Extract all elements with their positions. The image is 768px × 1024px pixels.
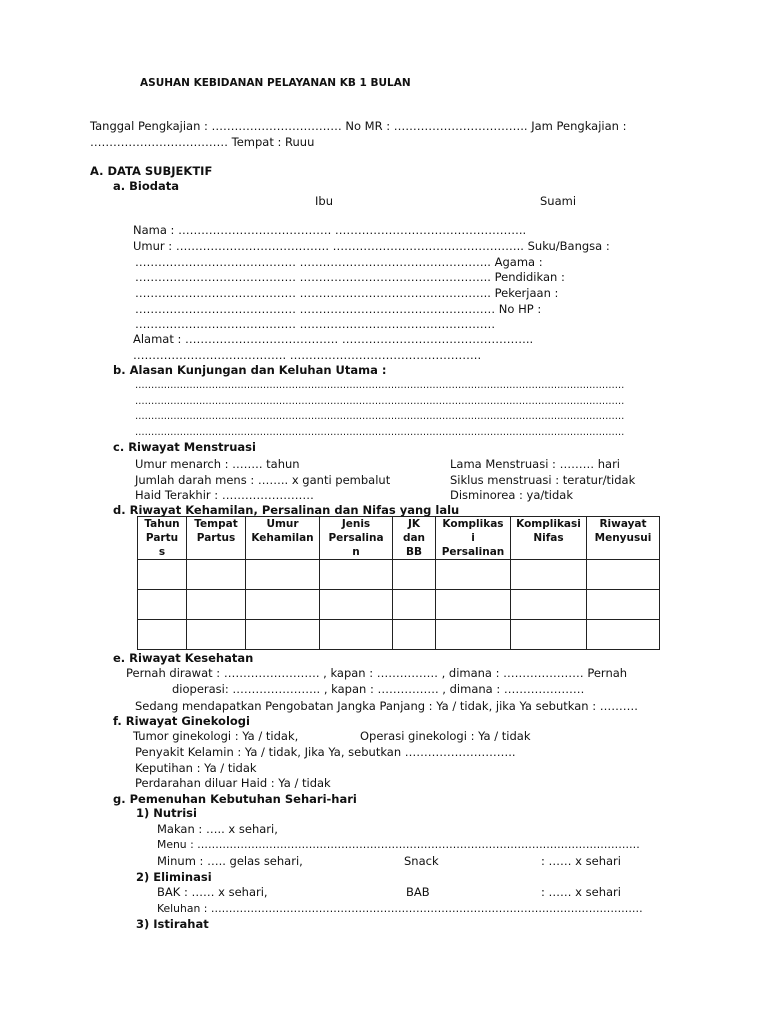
header-line-2: ……………………………… Tempat : Ruuu xyxy=(90,135,315,149)
col-riwayat-menyusui: Riwayat Menyusui xyxy=(587,517,660,560)
ginekologi-perdarahan: Perdarahan diluar Haid : Ya / tidak xyxy=(135,776,331,790)
table-cell[interactable] xyxy=(393,590,436,620)
table-cell[interactable] xyxy=(187,620,246,650)
eliminasi-heading: 2) Eliminasi xyxy=(136,870,212,884)
table-cell[interactable] xyxy=(587,620,660,650)
table-cell[interactable] xyxy=(320,620,393,650)
menstruasi-row-2-right: Siklus menstruasi : teratur/tidak xyxy=(450,473,636,487)
table-cell[interactable] xyxy=(138,590,187,620)
biodata-line-alamat: Alamat : …………………………………. ………………………………………….. xyxy=(133,332,534,346)
kehamilan-heading: d. Riwayat Kehamilan, Persalinan dan Nifas yang lalu xyxy=(113,503,460,517)
eliminasi-bab-label: BAB xyxy=(406,885,430,899)
menstruasi-row-2-left: Jumlah darah mens : …….. x ganti pembalut xyxy=(135,473,391,487)
nutrisi-snack-label: Snack xyxy=(404,854,439,868)
biodata-col-suami: Suami xyxy=(540,194,577,208)
table-row xyxy=(138,560,660,590)
table-cell[interactable] xyxy=(436,620,511,650)
menstruasi-row-1-right: Lama Menstruasi : ……… hari xyxy=(450,457,620,471)
biodata-line-pekerjaan: …………………………………… ………………………………………….. Pekerjaan : xyxy=(135,286,559,300)
kebutuhan-heading: g. Pemenuhan Kebutuhan Sehari-hari xyxy=(113,792,357,806)
table-cell[interactable] xyxy=(246,560,320,590)
biodata-line-agama: …………………………………… ………………………………………….. Agama : xyxy=(135,255,543,269)
table-cell[interactable] xyxy=(393,620,436,650)
ginekologi-penyakit-kelamin: Penyakit Kelamin : Ya / tidak, Jika Ya, sebutkan ……………………….. xyxy=(135,745,516,759)
kesehatan-heading: e. Riwayat Kesehatan xyxy=(113,651,254,665)
nutrisi-minum: Minum : ….. gelas sehari, xyxy=(157,854,303,868)
menstruasi-heading: c. Riwayat Menstruasi xyxy=(113,440,256,454)
kesehatan-line-1: Pernah dirawat : ……………………. , kapan : ……………. , dimana : ………………… Pernah xyxy=(126,666,628,680)
table-row xyxy=(138,590,660,620)
table-cell[interactable] xyxy=(187,590,246,620)
eliminasi-bak: BAK : …… x sehari, xyxy=(157,885,268,899)
table-cell[interactable] xyxy=(393,560,436,590)
kesehatan-line-3: Sedang mendapatkan Pengobatan Jangka Panjang : Ya / tidak, jika Ya sebutkan : ………. xyxy=(135,699,638,713)
table-cell[interactable] xyxy=(511,590,587,620)
alasan-line-2: ……………………………………………………………………………………………………………………………………… xyxy=(135,396,625,407)
col-komplikasi-nifas: Komplikasi Nifas xyxy=(511,517,587,560)
ginekologi-operasi: Operasi ginekologi : Ya / tidak xyxy=(360,729,531,743)
table-cell[interactable] xyxy=(511,560,587,590)
table-header-row xyxy=(138,517,660,560)
nutrisi-menu: Menu : …………………………………………………………………………………………………………… xyxy=(157,838,640,851)
alasan-line-1: ……………………………………………………………………………………………………………………………………… xyxy=(135,380,625,391)
menstruasi-row-3-left: Haid Terakhir : …………………… xyxy=(135,488,314,502)
table-cell[interactable] xyxy=(587,560,660,590)
document-title: ASUHAN KEBIDANAN PELAYANAN KB 1 BULAN xyxy=(140,77,411,89)
table-cell[interactable] xyxy=(187,560,246,590)
table-cell[interactable] xyxy=(138,560,187,590)
alasan-line-3: ……………………………………………………………………………………………………………………………………… xyxy=(135,411,625,422)
biodata-line-nama: Nama : …………………………………. ………………………………………….. xyxy=(133,223,527,237)
biodata-line-umur: Umur : …………………………………. ………………………………………….. Suku/Bangsa : xyxy=(133,239,610,253)
table-cell[interactable] xyxy=(511,620,587,650)
biodata-line-pendidikan: …………………………………… ………………………………………….. Pendidikan : xyxy=(135,270,565,284)
section-a-heading: A. DATA SUBJEKTIF xyxy=(90,164,213,178)
eliminasi-bab-value: : …… x sehari xyxy=(541,885,621,899)
col-jenis-persalinan: Jenis Persalina n xyxy=(320,517,393,560)
col-jk-bb: JK dan BB xyxy=(393,517,436,560)
col-umur-kehamilan: Umur Kehamilan xyxy=(246,517,320,560)
table-cell[interactable] xyxy=(436,590,511,620)
nutrisi-heading: 1) Nutrisi xyxy=(136,806,197,820)
col-tempat-partus: Tempat Partus xyxy=(187,517,246,560)
kehamilan-table xyxy=(137,516,660,650)
col-tahun-partus: Tahun Partu s xyxy=(138,517,187,560)
table-cell[interactable] xyxy=(587,590,660,620)
istirahat-heading: 3) Istirahat xyxy=(136,917,209,931)
nutrisi-makan: Makan : ….. x sehari, xyxy=(157,822,278,836)
table-cell[interactable] xyxy=(138,620,187,650)
menstruasi-row-1-left: Umur menarch : …….. tahun xyxy=(135,457,300,471)
nutrisi-snack-value: : …… x sehari xyxy=(541,854,621,868)
menstruasi-row-3-right: Disminorea : ya/tidak xyxy=(450,488,573,502)
alasan-line-4: ……………………………………………………………………………………………………………………………………… xyxy=(135,427,625,438)
biodata-heading: a. Biodata xyxy=(113,179,179,193)
table-cell[interactable] xyxy=(246,590,320,620)
biodata-line-no-hp: …………………………………… …………………………………………… No HP : xyxy=(135,302,542,316)
biodata-col-ibu: Ibu xyxy=(315,194,333,208)
kesehatan-line-2: dioperasi: ………………….. , kapan : ……………. , dimana : ………………… xyxy=(172,682,585,696)
table-cell[interactable] xyxy=(320,560,393,590)
ginekologi-heading: f. Riwayat Ginekologi xyxy=(113,714,250,728)
alasan-heading: b. Alasan Kunjungan dan Keluhan Utama : xyxy=(113,363,387,377)
table-cell[interactable] xyxy=(436,560,511,590)
ginekologi-keputihan: Keputihan : Ya / tidak xyxy=(135,761,257,775)
biodata-line-alamat-2: …………………………………. ………………………………………….. xyxy=(133,348,482,362)
col-komplikasi-persalinan: Komplikas i Persalinan xyxy=(436,517,511,560)
header-line-1: Tanggal Pengkajian : ………………………….… No MR : …………………………….. Jam Pengkajian : xyxy=(90,119,627,133)
table-cell[interactable] xyxy=(320,590,393,620)
ginekologi-tumor: Tumor ginekologi : Ya / tidak, xyxy=(133,729,299,743)
eliminasi-keluhan: Keluhan : ………………………………………………………………………………………………………… xyxy=(157,902,643,915)
table-row xyxy=(138,620,660,650)
biodata-line-extra: …………………………………… …………………………………………… xyxy=(135,317,496,331)
table-cell[interactable] xyxy=(246,620,320,650)
